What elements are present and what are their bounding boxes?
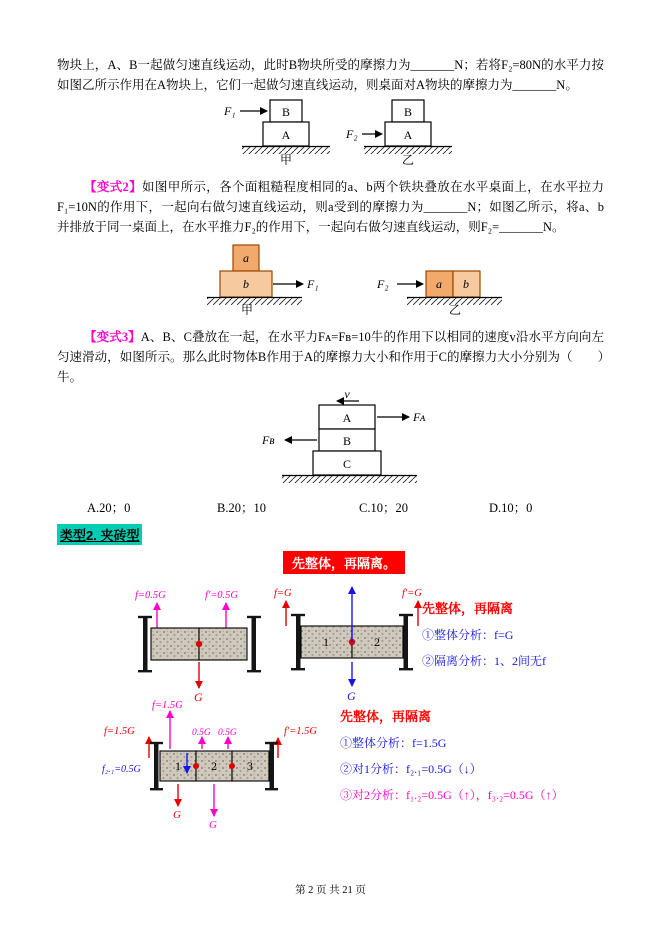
problem-var2: [57, 177, 604, 237]
block-B-label: B: [342, 434, 352, 448]
figure-ab-iron-blocks: [57, 239, 604, 320]
force-f1-label: F₁: [307, 277, 319, 291]
figure-ab-iron-blocks-svg: [207, 239, 507, 315]
brick-3-label: 3: [247, 759, 253, 773]
figure-ab-stacks-svg: [222, 97, 454, 165]
analysis-line-2: ②对1分析：f₂.₁=0.5G（↓）: [340, 762, 482, 776]
force-fb-label: Fʙ: [262, 433, 275, 447]
method-banner-row: [57, 551, 604, 574]
stack-yi: [345, 100, 452, 165]
brick-left: [151, 628, 199, 660]
friction-right-label: f′=0.5G: [205, 590, 239, 601]
half-g-label-1: 0.5G: [192, 728, 211, 738]
stack-jia: [223, 100, 330, 165]
clamp-right: [247, 616, 261, 673]
option-c: C.10；20: [359, 501, 408, 515]
problem-var3: [57, 327, 604, 387]
contact-dot: [196, 641, 202, 647]
caption-yi: 乙: [448, 303, 462, 315]
option-d: D.10；0: [489, 501, 533, 515]
ground-hatch: [282, 476, 417, 483]
friction-left-label: f=1.5G: [104, 726, 135, 737]
block-A-label: A: [342, 411, 352, 425]
iron-yi: [376, 271, 502, 315]
analysis-line-2: ②隔离分析：1、2间无f: [422, 654, 546, 668]
block-a-label: a: [243, 251, 249, 265]
section-heading-row: [57, 524, 604, 545]
contact-dot-2: [229, 763, 235, 769]
force-f2-label: F₂: [377, 277, 389, 291]
option-b: B.20；10: [217, 501, 266, 515]
block-b-label: B: [281, 105, 291, 119]
analysis-line-1: ①整体分析：f=1.5G: [340, 736, 447, 750]
friction-2-on-1-label: f₂.₁=0.5G: [102, 764, 141, 775]
friction-left-label: f=G: [274, 588, 292, 599]
weight-label: G: [347, 689, 356, 703]
block-a-label: A: [403, 128, 413, 142]
clamp-left: [138, 616, 152, 673]
half-g-label-2: 0.5G: [218, 728, 237, 738]
caption-jia: 甲: [279, 153, 293, 165]
velocity-label: v: [344, 389, 350, 401]
friction-top-label: f=1.5G: [152, 700, 183, 711]
figure-abc-stack: [57, 389, 604, 494]
contact-dot-1: [193, 763, 199, 769]
var2-tag: 【变式2】: [84, 180, 143, 194]
section-heading: 类型2. 夹砖型: [57, 524, 142, 545]
friction-right-label: f′=1.5G: [284, 726, 318, 737]
analysis-title: 先整体，再隔离: [422, 601, 514, 616]
brick-1-label: 1: [323, 635, 329, 649]
var2-text: 如图甲所示，各个面粗糙程度相同的a、b两个铁块叠放在水平桌面上，在水平拉力F₁=10N的作用下，一起向右做匀速直线运动，则a受到的摩擦力为_______N；如图乙所示，将a、b并排放于同一桌面上，在水平推力F₂的作用下，一起向右做匀速直线运动，则F₂=_______N。: [57, 180, 604, 234]
block-b-label: b: [463, 277, 469, 291]
analysis-title: 先整体，再隔离: [340, 709, 432, 724]
block-C-label: C: [342, 457, 352, 471]
problem-intro-text: 物块上，A、B一起做匀速直线运动，此时B物块所受的摩擦力为_______N；若将F₂=80N的水平力按如图乙所示作用在A物块上，它们一起做匀速直线运动，则桌面对A物块的摩擦力为_______N。: [57, 58, 604, 92]
option-a: A.20；0: [87, 501, 131, 515]
block-b-label: b: [243, 277, 249, 291]
iron-jia: [207, 245, 319, 315]
brick-1-label: 1: [175, 759, 181, 773]
brick-2-label: 2: [374, 635, 380, 649]
figure-two-bricks: [127, 588, 277, 708]
page-footer: 第 2 页 共 21 页: [295, 885, 366, 896]
analysis-line-1: ①整体分析：f=G: [422, 628, 514, 642]
figure-ab-stacks: [57, 97, 604, 170]
block-a-label: A: [281, 128, 291, 142]
brick-2-label: 2: [211, 759, 217, 773]
friction-left-label: f=0.5G: [135, 590, 166, 601]
figure-two-bricks-labeled: [272, 580, 432, 712]
analysis-three-bricks: [340, 706, 660, 803]
analysis-line-3: ③对2分析：f₁.₂=0.5G（↑），f₃.₂=0.5G（↑）: [340, 788, 564, 802]
caption-jia: 甲: [240, 303, 254, 315]
weight-label: G: [194, 690, 203, 704]
method-banner: 先整体，再隔离。: [283, 551, 405, 574]
force-fa-label: Fᴀ: [413, 410, 426, 424]
force-f2-label: F₂: [346, 127, 358, 141]
weight-label-1: G: [173, 809, 181, 821]
brick-right: [199, 628, 247, 660]
figure-three-bricks: [102, 696, 337, 836]
block-b-label: B: [403, 105, 413, 119]
var3-tag: 【变式3】: [84, 330, 141, 344]
var3-text: A、B、C叠放在一起，在水平力Fᴀ=Fʙ=10牛的作用下以相同的速度v沿水平方向向左匀速滑动，如图所示。那么此时物体B作用于A的摩擦力大小和作用于C的摩擦力大小分别为（ ）牛。: [57, 330, 604, 384]
force-f1-label: F₁: [224, 104, 236, 118]
brick-examples-cluster: [57, 578, 604, 838]
friction-right-label: f′=G: [402, 588, 422, 599]
answer-options: [57, 498, 604, 516]
caption-yi: 乙: [401, 153, 415, 165]
ground-hatch: [207, 298, 302, 305]
figure-abc-stack-svg: [227, 389, 467, 489]
analysis-two-bricks: [422, 598, 657, 669]
block-a-label: a: [436, 277, 442, 291]
weight-label-2: G: [209, 819, 217, 831]
